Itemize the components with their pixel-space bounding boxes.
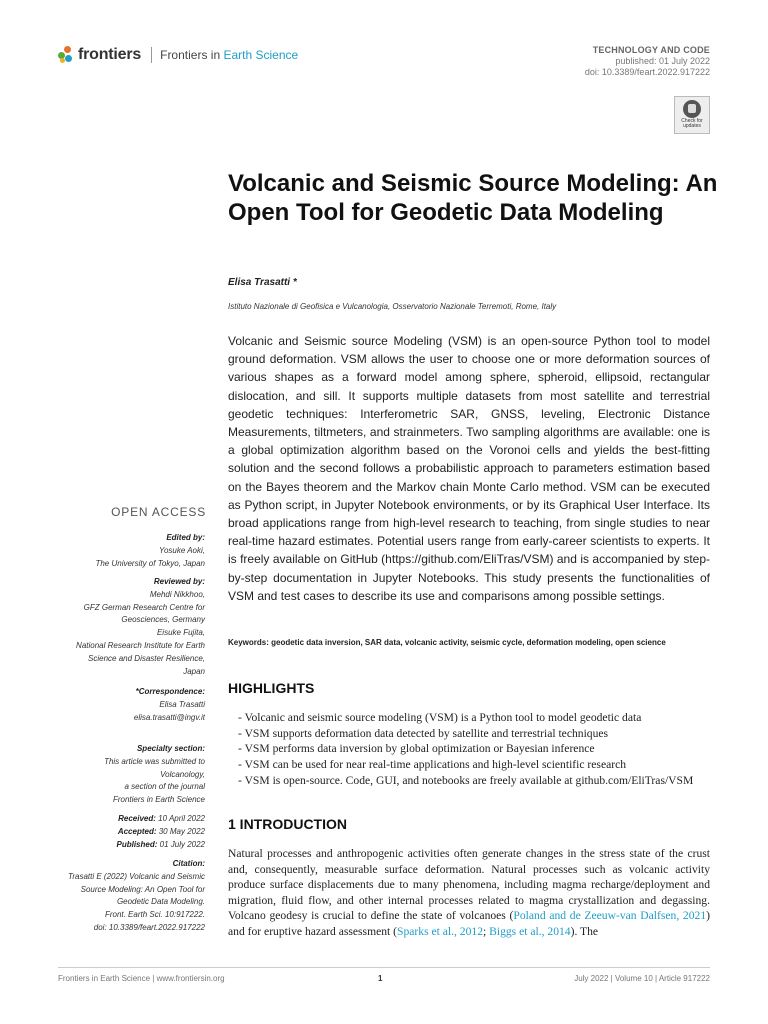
correspondence-label: *Correspondence: bbox=[135, 687, 205, 696]
abstract: Volcanic and Seismic source Modeling (VSM) is an open-source Python tool to model ground deformation. VSM allows the user to choose one or more deformation sources of various shapes as a forward model among sphere, spheroid, ellipsoid, rectangular dislocation, and sill. It supports multiple datasets from most satellite and terrestrial geodetic techniques: Interferometric SAR, GNSS, leveling, Electronic Distance Measurements, tiltmeters, and strainmeters. Two sampling algorithms are available: one is a global optimization algorithm based on the Voronoi cells and yields the best-fitting solution and the second follows a probabilistic approach to parameters estimation based on the Bayes theorem and the Markov chain Monte Carlo method. VSM can be executed as Python script, in Jupyter Notebook environments, or by its Graphical User Interface. Its broad applications range from high-level research to teaching, from single studies to near real-time hazard estimates. Potential users range from early-career scientists to experts. It is freely available on GitHub (https://github.com/EliTras/VSM) and is accompanied by step-by-step documentation in Jupyter Notebooks. This study presents the functionalities of VSM and test cases to describe its use and comparisons among possible settings. bbox=[228, 334, 710, 603]
footer-issue-info: July 2022 | Volume 10 | Article 917222 bbox=[574, 974, 710, 983]
reviewer-line: Science and Disaster Resilience, bbox=[88, 653, 205, 663]
specialty-line: Volcanology, bbox=[160, 769, 205, 779]
correspondence-email[interactable]: elisa.trasatti@ingv.it bbox=[133, 712, 205, 722]
citation-doi[interactable]: doi: 10.3389/feart.2022.917222 bbox=[93, 922, 205, 932]
journal-name: Frontiers in Earth Science bbox=[160, 48, 299, 62]
correspondence-block bbox=[35, 686, 205, 724]
article-title: Volcanic and Seismic Source Modeling: An Open Tool for Geodetic Data Modeling bbox=[228, 170, 718, 226]
citation-link[interactable]: Poland and de Zeeuw-van Dalfsen, 2021 bbox=[513, 909, 707, 923]
reviewed-by-block bbox=[35, 576, 205, 678]
published-date-side: Published: 01 July 2022 bbox=[116, 839, 205, 849]
specialty-label: Specialty section: bbox=[136, 744, 205, 753]
reviewer-line: National Research Institute for Earth bbox=[76, 640, 205, 650]
specialty-line: a section of the journal bbox=[124, 782, 205, 792]
reviewed-by-label: Reviewed by: bbox=[153, 577, 205, 586]
reviewer-line: Geosciences, Germany bbox=[121, 615, 205, 625]
dates-block bbox=[35, 813, 205, 851]
edited-by-label: Edited by: bbox=[166, 533, 205, 542]
header-divider bbox=[151, 47, 152, 63]
badge-label: Check for updates bbox=[681, 118, 703, 129]
author-affiliation: Istituto Nazionale di Geofisica e Vulcanologia, Osservatorio Nazionale Terremoti, Rome, Italy bbox=[228, 302, 557, 311]
article-doi[interactable]: doi: 10.3389/feart.2022.917222 bbox=[584, 67, 710, 77]
section-heading-introduction: 1 INTRODUCTION bbox=[228, 816, 347, 832]
citation-line: Trasatti E (2022) Volcanic and Seismic bbox=[68, 871, 205, 881]
keywords: Keywords: geodetic data inversion, SAR data, volcanic activity, seismic cycle, deformation modeling, open science bbox=[228, 638, 666, 647]
highlights-heading: HIGHLIGHTS bbox=[228, 680, 315, 696]
highlight-item: - VSM is open-source. Code, GUI, and notebooks are freely available at github.com/EliTras/VSM bbox=[238, 773, 718, 789]
highlight-item: - Volcanic and seismic source modeling (VSM) is a Python tool to model geodetic data bbox=[238, 710, 718, 726]
author-name[interactable]: Elisa Trasatti * bbox=[228, 277, 297, 288]
check-for-updates-badge[interactable] bbox=[674, 96, 710, 134]
highlight-item: - VSM supports deformation data detected by satellite and terrestrial techniques bbox=[238, 726, 718, 742]
citation-line: Source Modeling: An Open Tool for bbox=[80, 884, 205, 894]
footer-journal-link[interactable]: Frontiers in Earth Science | www.frontiersin.org bbox=[58, 974, 225, 983]
reviewer-line: Eisuke Fujita, bbox=[156, 628, 205, 638]
edited-by-block bbox=[35, 532, 205, 570]
highlight-item: - VSM can be used for near real-time applications and high-level scientific research bbox=[238, 757, 718, 773]
page-number: 1 bbox=[378, 974, 383, 983]
editor-line: The University of Tokyo, Japan bbox=[95, 558, 205, 568]
brand-name: frontiers bbox=[78, 46, 142, 63]
specialty-line: Frontiers in Earth Science bbox=[112, 795, 205, 805]
reviewer-line: GFZ German Research Centre for bbox=[83, 602, 205, 612]
introduction-paragraph: Natural processes and anthropogenic activities often generate changes in the stress state of the crust and, consequently, measurable surface deformation. Natural processes such as volcanic activity produce surface displacements due to many phenomena, including magma recharge/deployment and migration, fluid flow, and other internal processes related to magma crystallization and degassing. Volcano geodesy is crucial to define the state of volcanoes (Poland and de Zeeuw-van Dalfsen, 2021) and for eruptive hazard assessment (Sparks et al., 2012; Biggs et al., 2014). The bbox=[228, 847, 710, 938]
article-meta bbox=[585, 45, 710, 78]
citation-block bbox=[35, 858, 205, 935]
frontiers-logo-icon bbox=[58, 46, 74, 64]
article-category: TECHNOLOGY AND CODE bbox=[592, 45, 710, 55]
reviewer-line: Mehdi Nikkhoo, bbox=[149, 589, 205, 599]
correspondence-name: Elisa Trasatti bbox=[159, 699, 205, 709]
citation-link[interactable]: Biggs et al., 2014 bbox=[489, 924, 571, 938]
specialty-section-block bbox=[35, 743, 205, 807]
editor-line: Yosuke Aoki, bbox=[159, 545, 205, 555]
highlights-list bbox=[238, 710, 718, 789]
footer-divider bbox=[58, 967, 710, 968]
citation-link[interactable]: Sparks et al., 2012 bbox=[397, 924, 483, 938]
citation-line: Geodetic Data Modeling. bbox=[116, 897, 205, 907]
accepted-date: Accepted: 30 May 2022 bbox=[117, 826, 205, 836]
received-date: Received: 10 April 2022 bbox=[118, 814, 205, 823]
citation-label: Citation: bbox=[172, 859, 205, 868]
published-date: published: 01 July 2022 bbox=[615, 56, 710, 66]
update-icon bbox=[683, 100, 701, 118]
open-access-label: OPEN ACCESS bbox=[111, 505, 206, 519]
citation-line: Front. Earth Sci. 10:917222. bbox=[104, 910, 205, 920]
highlight-item: - VSM performs data inversion by global optimization or Bayesian inference bbox=[238, 741, 718, 757]
journal-logo[interactable] bbox=[58, 46, 298, 64]
specialty-line: This article was submitted to bbox=[104, 756, 205, 766]
reviewer-line: Japan bbox=[183, 666, 205, 676]
